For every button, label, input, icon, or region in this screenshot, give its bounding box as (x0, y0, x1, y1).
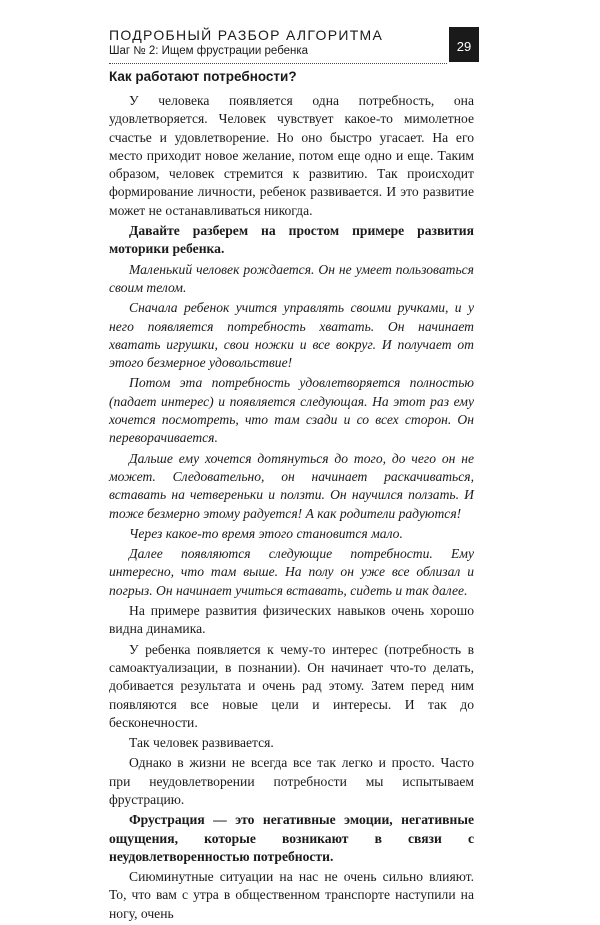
paragraph: Дальше ему хочется дотянуться до того, до чего он не может. Следовательно, он начинает раскачиваться, вставать на четвереньки и ползти. Он научился ползать. И тоже безмерно этому радуется! А как родители радуются! (109, 450, 474, 521)
page-header (109, 27, 476, 61)
paragraph: Потом эта потребность удовлетворяется полностью (падает интерес) и появляется следующая. На этот раз ему хочется посмотреть, что там сзади и со всех сторон. Он переворачивается. (109, 375, 474, 446)
paragraph: У ребенка появляется к чему-то интерес (потребность в самоактуализации, в познании). Он начинает что-то делать, добивается результата и очень рад этому. Затем перед ним появляются все новые цели и интересы. И так до бесконечности. (109, 641, 474, 730)
paragraph: Так человек развивается. (129, 735, 274, 751)
paragraph: Маленький человек рождается. Он не умеет пользоваться своим телом. (109, 261, 474, 295)
page-number: 29 (449, 27, 479, 62)
paragraph: Сначала ребенок учится управлять своими ручками, и у него появляется потребность хватать. Он начинает хватать игрушки, свои ножки и все вокруг. И получает от этого безмерное удовольствие! (109, 300, 474, 371)
running-subtitle: Шаг № 2: Ищем фрустрации ребенка (109, 45, 309, 57)
paragraph: Сиюминутные ситуации на нас не очень сильно влияют. То, что вам с утра в общественном транспорте наступили на ногу, очень (109, 869, 474, 921)
paragraph: Однако в жизни не всегда все так легко и просто. Часто при неудовлетворении потребности мы испытываем фрустрацию. (109, 755, 474, 807)
running-title: ПОДРОБНЫЙ РАЗБОР АЛГОРИТМА (109, 27, 384, 43)
paragraph: Фрустрация — это негативные эмоции, негативные ощущения, которые возникают в связи с неудовлетворенностью потребности. (109, 812, 474, 864)
header-divider (109, 63, 447, 64)
paragraph: Давайте разберем на простом примере развития моторики ребенка. (109, 223, 474, 257)
paragraph: У человека появляется одна потребность, она удовлетворяется. Человек чувствует какое-то мимолетное счастье и удовлетворение. Но оно быстро угасает. На его место приходит новое желание, потом еще одно и еще. Таким образом, человек стремится к развитию. Так происходит формирование личности, ребенок развивается. И это развитие может не останавливаться никогда. (109, 93, 474, 218)
paragraph: Через какое-то время этого становится мало. (129, 525, 403, 541)
body-text (109, 92, 474, 925)
paragraph: Далее появляются следующие потребности. Ему интересно, что там выше. На полу он уже все облизал и погрыз. Он начинает учиться вставать, сидеть и так далее. (109, 546, 474, 598)
section-heading: Как работают потребности? (109, 69, 297, 84)
paragraph: На примере развития физических навыков очень хорошо видна динамика. (109, 603, 474, 637)
